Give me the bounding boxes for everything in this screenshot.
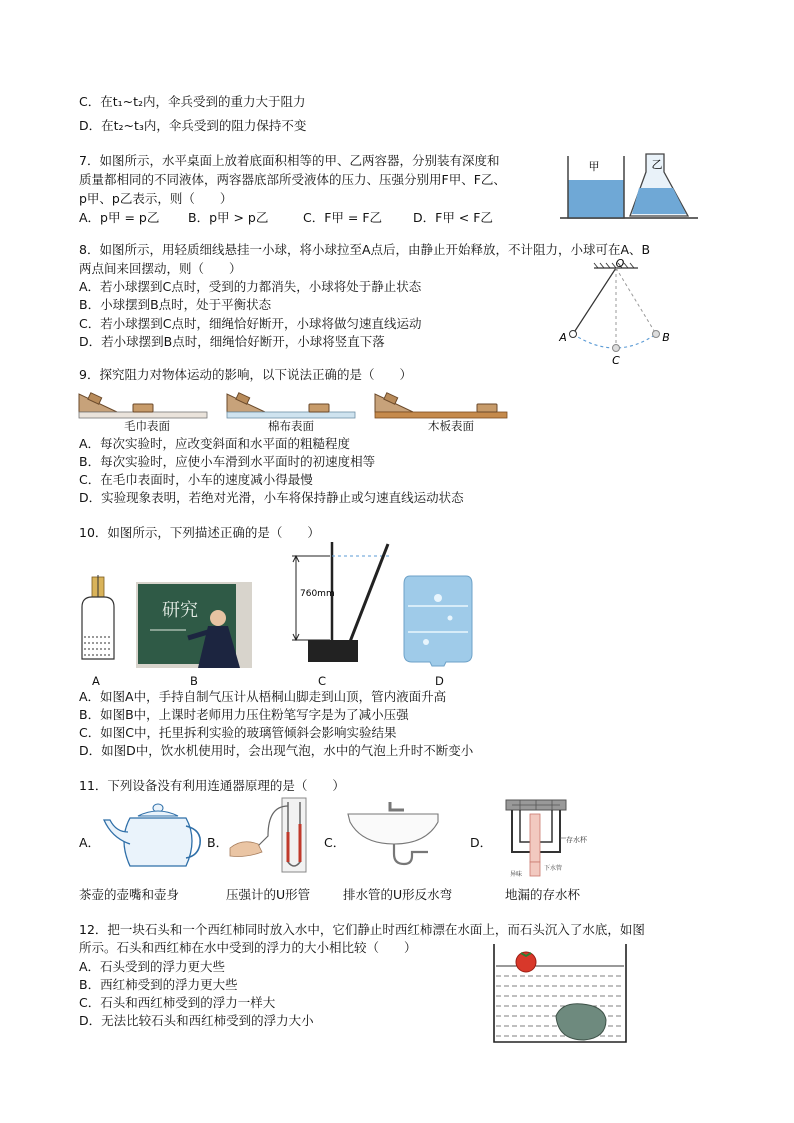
q12-option-a: A．石头受到的浮力更大些 [79, 959, 226, 974]
q10-stem: 10．如图所示，下列描述正确的是（ ） [79, 525, 320, 540]
q8-option-d: D．若小球摆到B点时，细绳恰好断开，小球将竖直下落 [79, 334, 385, 349]
fig-b-label: B [190, 674, 198, 688]
q11-stem: 11．下列设备没有利用连通器原理的是（ ） [79, 778, 345, 793]
q11-fig-d-floor-drain [500, 794, 600, 880]
label-c: C [612, 354, 620, 367]
wood-caption: 木板表面 [428, 419, 474, 433]
q9-stem: 9．探究阻力对物体运动的影响，以下说法正确的是（ ） [79, 367, 412, 382]
q7-option-d: D．F甲 < F乙 [413, 210, 493, 225]
q9-option-b: B．每次实验时，应使小车滑到水平面时的初速度相等 [79, 454, 376, 469]
q7-stem-line2: 质量都相同的不同液体，两容器底部所受液体的压力、压强分别用F甲、F乙、 [79, 172, 506, 187]
q11-letter-c: C． [324, 835, 346, 850]
fig-a-label: A [92, 674, 100, 688]
q7-containers-figure [560, 148, 700, 224]
towel-setup [79, 393, 207, 418]
wood-setup [375, 393, 507, 418]
q10-fig-b-teacher [136, 582, 252, 668]
fig-c-label: C [318, 674, 327, 688]
q11-fig-b-manometer [228, 796, 310, 876]
q10-option-a: A．如图A中，手持自制气压计从梧桐山脚走到山顶，管内液面升高 [79, 689, 447, 704]
label-a: A [559, 331, 567, 344]
q7-option-c: C．F甲 = F乙 [303, 210, 383, 225]
q9-option-c: C．在毛巾表面时，小车的速度减小得最慢 [79, 472, 313, 487]
q12-option-c: C．石头和西红柿受到的浮力一样大 [79, 995, 276, 1010]
q10-option-b: B．如图B中，上课时老师用力压住粉笔写字是为了减小压强 [79, 707, 409, 722]
cup-label: 存水杯 [566, 836, 587, 844]
ball-b [653, 331, 660, 338]
q11-caption-a: 茶壶的壶嘴和壶身 [79, 887, 180, 902]
q12-tank-figure [492, 944, 628, 1044]
yi-label: 乙 [651, 158, 663, 171]
q10-fig-c-torricelli [280, 542, 400, 670]
q12-option-d: D．无法比较石头和西红柿受到的浮力大小 [79, 1013, 314, 1028]
q11-fig-c-sink [346, 800, 442, 872]
q8-stem-line2: 两点间来回摆动，则（ ） [79, 261, 242, 276]
ball-a [570, 331, 577, 338]
q11-letter-b: B． [207, 835, 229, 850]
q10-fig-a-barometer [76, 575, 120, 667]
q6-option-c: C．在t₁~t₂内，伞兵受到的重力大于阻力 [79, 94, 306, 109]
stone [556, 1004, 606, 1040]
q8-option-b: B．小球摆到B点时，处于平衡状态 [79, 297, 272, 312]
q10-fig-d-water-bottle [402, 570, 474, 666]
q8-pendulum-figure [556, 258, 676, 370]
q9-option-d: D．实验现象表明，若绝对光滑，小车将保持静止或匀速直线运动状态 [79, 490, 464, 505]
q12-stem-line1: 12．把一块石头和一个西红柿同时放入水中，它们静止时西红柿漂在水面上，而石头沉入了水底，如图 [79, 922, 645, 937]
cotton-caption: 棉布表面 [268, 419, 314, 433]
q11-caption-d: 地漏的存水杯 [505, 887, 581, 902]
q11-letter-a: A． [79, 835, 101, 850]
q8-stem-line1: 8．如图所示，用轻质细线悬挂一小球，将小球拉至A点后，由静止开始释放，不计阻力，小球可在A、B [79, 242, 651, 257]
q12-option-b: B．西红柿受到的浮力更大些 [79, 977, 238, 992]
q11-letter-d: D． [470, 835, 493, 850]
q7-stem-line3: p甲、p乙表示，则（ ） [79, 191, 233, 206]
board-text: 研究 [162, 600, 198, 621]
q11-caption-b: 压强计的U形管 [226, 887, 311, 902]
q11-fig-a-teapot [100, 800, 204, 872]
fig-d-label: D [435, 674, 444, 688]
q9-surfaces-figure [79, 386, 509, 420]
q8-option-c: C．若小球摆到C点时，细绳恰好断开，小球将做匀速直线运动 [79, 316, 422, 331]
odor-label: 异味 [510, 871, 523, 878]
label-760mm: 760mm [300, 589, 335, 599]
q10-option-c: C．如图C中，托里拆利实验的玻璃管倾斜会影响实验结果 [79, 725, 397, 740]
towel-caption: 毛巾表面 [124, 419, 170, 433]
label-b: B [662, 331, 670, 344]
q7-stem-line1: 7．如图所示，水平桌面上放着底面积相等的甲、乙两容器，分别装有深度和 [79, 153, 500, 168]
jia-label: 甲 [588, 160, 600, 173]
q6-option-d: D．在t₂~t₃内，伞兵受到的阻力保持不变 [79, 118, 307, 133]
cotton-setup [227, 393, 355, 418]
q9-option-a: A．每次实验时，应改变斜面和水平面的粗糙程度 [79, 436, 351, 451]
q7-option-b: B．p甲 > p乙 [188, 210, 269, 225]
q7-option-a: A．p甲 = p乙 [79, 210, 160, 225]
q8-option-a: A．若小球摆到C点时，受到的力都消失，小球将处于静止状态 [79, 279, 422, 294]
label-o: O [615, 257, 625, 270]
q12-stem-line2: 所示。石头和西红柿在水中受到的浮力的大小相比较（ ） [79, 940, 417, 955]
jia-liquid [568, 180, 624, 218]
q10-option-d: D．如图D中，饮水机使用时，会出现气泡，水中的气泡上升时不断变小 [79, 743, 474, 758]
q11-caption-c: 排水管的U形反水弯 [343, 887, 453, 902]
ball-c [613, 345, 620, 352]
pipe-label: 下水管 [544, 865, 563, 872]
